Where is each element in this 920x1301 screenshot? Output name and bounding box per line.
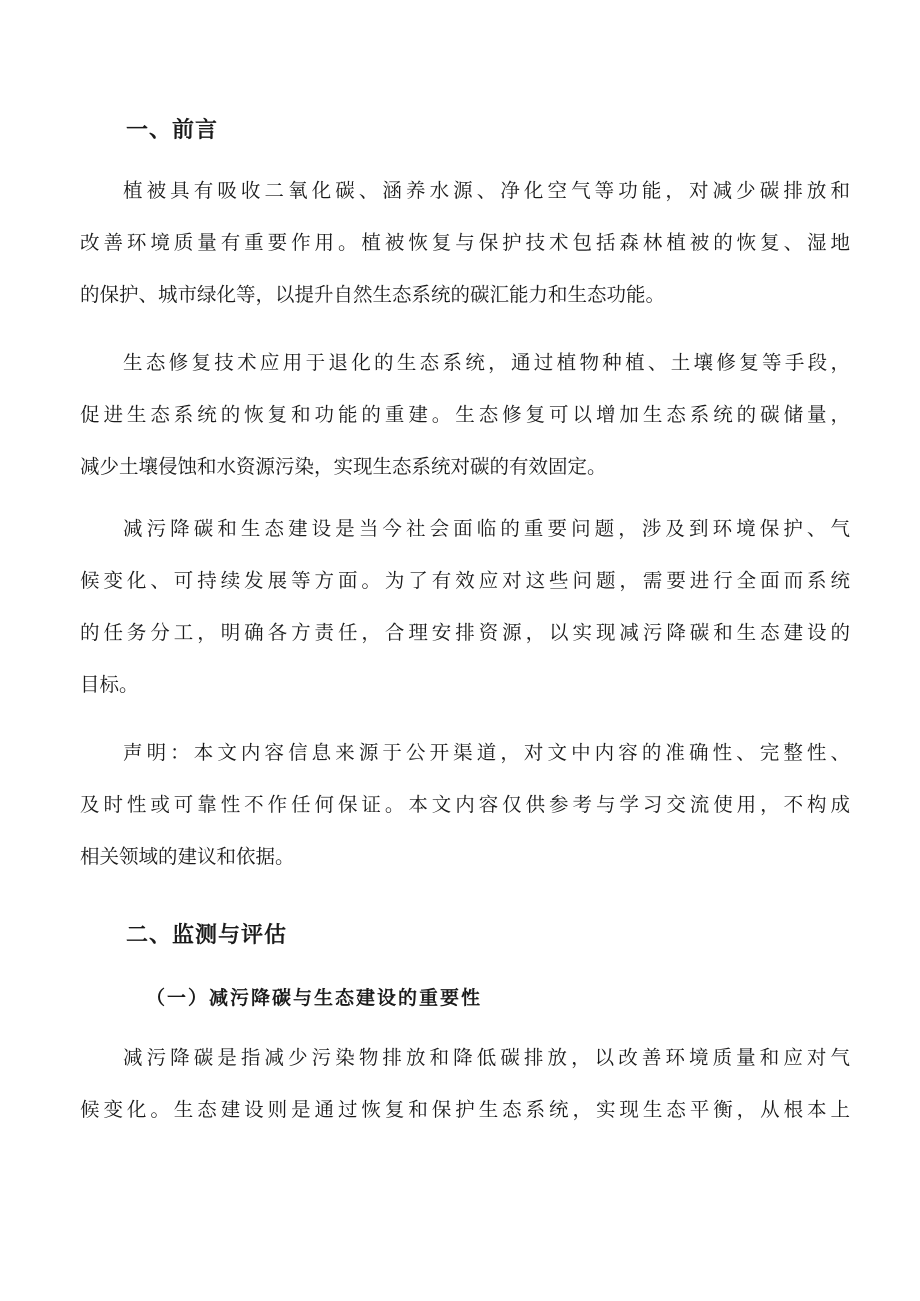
paragraph-line: 候变化、可持续发展等方面。为了有效应对这些问题，需要进行全面而系统 [80, 569, 850, 592]
paragraph-line: 及时性或可靠性不作任何保证。本文内容仅供参考与学习交流使用，不构成 [80, 793, 850, 816]
section-1-title: 一、前言 [126, 118, 219, 143]
paragraph-ecological-restoration [80, 337, 850, 493]
paragraph-line: 相关领域的建议和依据。 [80, 845, 295, 868]
paragraph-disclaimer [80, 727, 850, 883]
paragraph-line: 减污降碳是指减少污染物排放和降低碳排放，以改善环境质量和应对气 [123, 1046, 850, 1069]
paragraph-line: 的保护、城市绿化等，以提升自然生态系统的碳汇能力和生态功能。 [80, 283, 666, 306]
paragraph-line: 减污降碳和生态建设是当今社会面临的重要问题，涉及到环境保护、气 [123, 517, 850, 540]
paragraph-line: 减少土壤侵蚀和水资源污染，实现生态系统对碳的有效固定。 [80, 455, 607, 478]
paragraph-line: 生态修复技术应用于退化的生态系统，通过植物种植、土壤修复等手段， [123, 351, 850, 374]
section-2-title: 二、监测与评估 [126, 923, 288, 948]
paragraph-line: 改善环境质量有重要作用。植被恢复与保护技术包括森林植被的恢复、湿地 [80, 231, 850, 254]
paragraph-line: 的任务分工，明确各方责任，合理安排资源，以实现减污降碳和生态建设的 [80, 621, 850, 644]
paragraph-line: 促进生态系统的恢复和功能的重建。生态修复可以增加生态系统的碳储量， [80, 403, 850, 426]
paragraph-line: 候变化。生态建设则是通过恢复和保护生态系统，实现生态平衡，从根本上 [80, 1098, 850, 1121]
paragraph-pollution-carbon [80, 503, 850, 711]
paragraph-line: 声明：本文内容信息来源于公开渠道，对文中内容的准确性、完整性、 [123, 741, 850, 764]
paragraph-vegetation [80, 165, 850, 321]
paragraph-line: 植被具有吸收二氧化碳、涵养水源、净化空气等功能，对减少碳排放和 [123, 179, 850, 202]
section-2-subtitle: （一）减污降碳与生态建设的重要性 [146, 987, 483, 1009]
paragraph-line: 目标。 [80, 673, 139, 696]
paragraph-importance [80, 1032, 850, 1136]
